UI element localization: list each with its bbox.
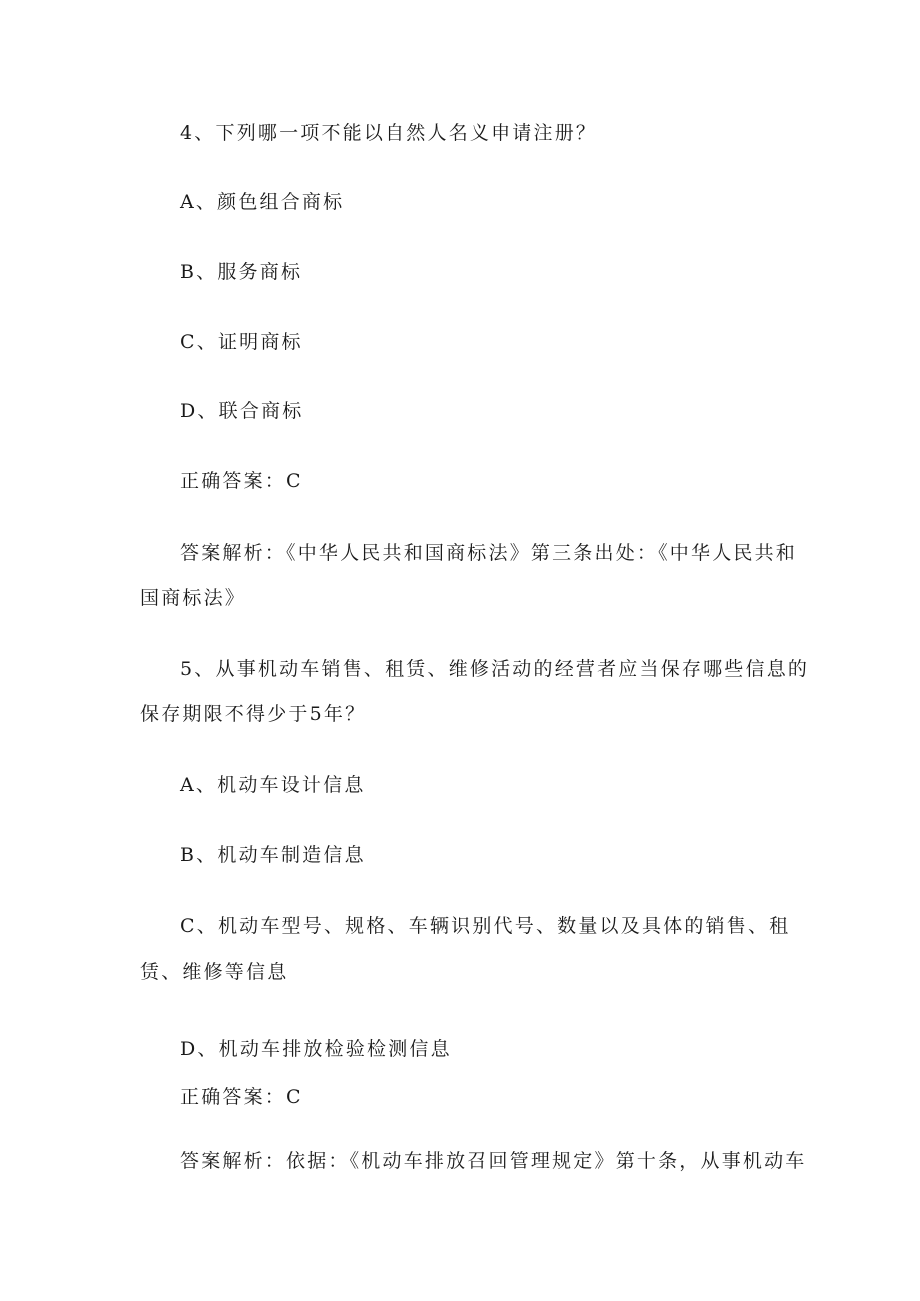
question-4-explanation-line-2: 国商标法》 bbox=[140, 587, 247, 609]
question-5-answer: 正确答案：C bbox=[180, 1086, 303, 1108]
question-5-option-c-line-1: C、机动车型号、规格、车辆识别代号、数量以及具体的销售、租 bbox=[180, 915, 791, 937]
question-5-option-a: A、机动车设计信息 bbox=[180, 774, 366, 796]
question-4-explanation-line-1: 答案解析：《中华人民共和国商标法》第三条出处：《中华人民共和 bbox=[180, 542, 798, 564]
question-4-option-d: D、联合商标 bbox=[180, 400, 304, 422]
question-4-option-a: A、颜色组合商标 bbox=[180, 191, 345, 213]
question-4-answer: 正确答案：C bbox=[180, 470, 303, 492]
question-5-option-b: B、机动车制造信息 bbox=[180, 844, 366, 866]
question-4-text: 4、下列哪一项不能以自然人名义申请注册？ bbox=[180, 122, 598, 144]
question-5-option-d: D、机动车排放检验检测信息 bbox=[180, 1038, 452, 1060]
question-5-text-line-1: 5、从事机动车销售、租赁、维修活动的经营者应当保存哪些信息的 bbox=[180, 658, 810, 680]
question-4-option-c: C、证明商标 bbox=[180, 331, 303, 353]
question-5-option-c-line-2: 赁、维修等信息 bbox=[140, 961, 289, 983]
question-5-explanation-line-1: 答案解析：依据：《机动车排放召回管理规定》第十条，从事机动车 bbox=[180, 1150, 807, 1172]
question-5-text-line-2: 保存期限不得少于5年？ bbox=[140, 703, 367, 725]
question-4-option-b: B、服务商标 bbox=[180, 261, 303, 283]
